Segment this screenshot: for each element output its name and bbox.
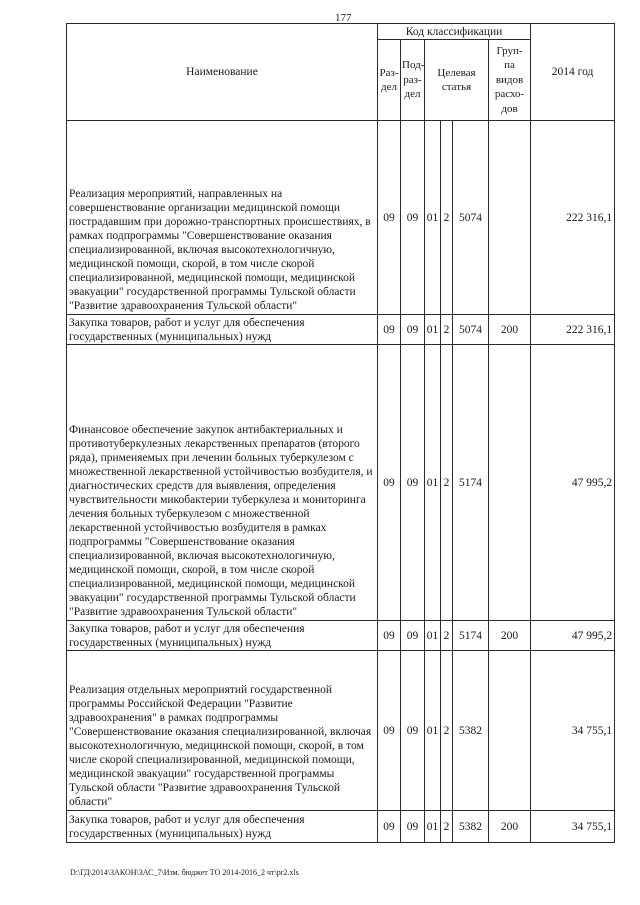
row-subprogram: 2 — [441, 121, 453, 315]
section-header: Раз- дел — [378, 40, 401, 121]
row-target-code: 5074 — [453, 121, 489, 315]
target-article-header: Целевая статья — [425, 40, 489, 121]
row-section: 09 — [378, 315, 401, 345]
row-expense-group: 200 — [489, 621, 531, 651]
table-row — [67, 811, 615, 843]
row-subsection: 09 — [401, 811, 425, 843]
row-subprogram: 2 — [441, 811, 453, 843]
page-number: 177 — [335, 12, 352, 24]
row-program: 01 — [425, 121, 441, 315]
header-row — [67, 24, 615, 40]
table-row — [67, 345, 615, 621]
row-target-code: 5074 — [453, 315, 489, 345]
row-program: 01 — [425, 345, 441, 621]
row-section: 09 — [378, 121, 401, 315]
row-expense-group — [489, 345, 531, 621]
name-column-header: Наименование — [67, 24, 378, 121]
row-amount: 34 755,1 — [531, 811, 615, 843]
row-expense-group: 200 — [489, 811, 531, 843]
row-program: 01 — [425, 811, 441, 843]
row-amount: 47 995,2 — [531, 621, 615, 651]
row-subprogram: 2 — [441, 345, 453, 621]
row-expense-group — [489, 651, 531, 811]
table-row — [67, 315, 615, 345]
row-subsection: 09 — [401, 121, 425, 315]
row-target-code: 5174 — [453, 621, 489, 651]
row-amount: 222 316,1 — [531, 121, 615, 315]
row-subsection: 09 — [401, 651, 425, 811]
row-section: 09 — [378, 621, 401, 651]
table-row — [67, 121, 615, 315]
row-name: Финансовое обеспечение закупок антибактериальных и противотуберкулезных лекарственных препаратов (второго ряда), применяемых при лечении больных туберкулезом с множественной лекарственной устойчивостью возбудителя, и диагностических средств для выявления, определения чувствительности микобактерии туберкулеза и мониторинга лечения больных туберкулезом с множественной лекарственной устойчивостью возбудителя в рамках подпрограммы "Совершенствование оказания специализированной, включая высокотехнологичную, медицинской помощи, скорой, в том числе скорой специализированной, медицинской помощи, медицинской эвакуации" государственной программы Тульской области "Развитие здравоохранения Тульской области" — [67, 345, 378, 621]
row-expense-group: 200 — [489, 315, 531, 345]
code-column-header: Код классификации — [378, 24, 531, 40]
expense-group-header: Груп- па видов расхо- дов — [489, 40, 531, 121]
row-subprogram: 2 — [441, 315, 453, 345]
row-subsection: 09 — [401, 621, 425, 651]
row-name: Закупка товаров, работ и услуг для обеспечения государственных (муниципальных) нужд — [67, 811, 378, 843]
file-path-footer: D:\ГД\2014\ЗАКОН\ЗАС_7\Изм. бюджет ТО 2014-2016_2 чт\pr2.xls — [70, 868, 299, 877]
row-target-code: 5174 — [453, 345, 489, 621]
row-subprogram: 2 — [441, 621, 453, 651]
row-name: Реализация мероприятий, направленных на совершенствование организации медицинской помощи пострадавшим при дорожно-транспортных происшествиях, в рамках подпрограммы "Совершенствование оказания специализированной, включая высокотехнологичную, медицинской помощи, скорой, в том числе скорой специализированной, медицинской помощи, медицинской эвакуации" государственной программы Тульской области "Развитие здравоохранения Тульской области" — [67, 121, 378, 315]
budget-table — [66, 23, 615, 843]
row-subsection: 09 — [401, 315, 425, 345]
row-name: Реализация отдельных мероприятий государственной программы Российской Федерации "Развитие здравоохранения" в рамках подпрограммы "Совершенствование оказания специализированной, включая высокотехнологичную, медицинской помощи, скорой, в том числе скорой специализированной, медицинской помощи, медицинской эвакуации" государственной программы Тульской области "Развитие здравоохранения Тульской области" — [67, 651, 378, 811]
row-name: Закупка товаров, работ и услуг для обеспечения государственных (муниципальных) нужд — [67, 315, 378, 345]
row-program: 01 — [425, 651, 441, 811]
table-row — [67, 651, 615, 811]
subsection-header: Под- раз- дел — [401, 40, 425, 121]
table-row — [67, 621, 615, 651]
row-amount: 222 316,1 — [531, 315, 615, 345]
year-column-header: 2014 год — [531, 24, 615, 121]
row-program: 01 — [425, 315, 441, 345]
row-expense-group — [489, 121, 531, 315]
row-section: 09 — [378, 811, 401, 843]
row-subsection: 09 — [401, 345, 425, 621]
row-amount: 47 995,2 — [531, 345, 615, 621]
row-amount: 34 755,1 — [531, 651, 615, 811]
row-subprogram: 2 — [441, 651, 453, 811]
row-section: 09 — [378, 651, 401, 811]
row-target-code: 5382 — [453, 811, 489, 843]
row-program: 01 — [425, 621, 441, 651]
row-section: 09 — [378, 345, 401, 621]
row-name: Закупка товаров, работ и услуг для обеспечения государственных (муниципальных) нужд — [67, 621, 378, 651]
row-target-code: 5382 — [453, 651, 489, 811]
